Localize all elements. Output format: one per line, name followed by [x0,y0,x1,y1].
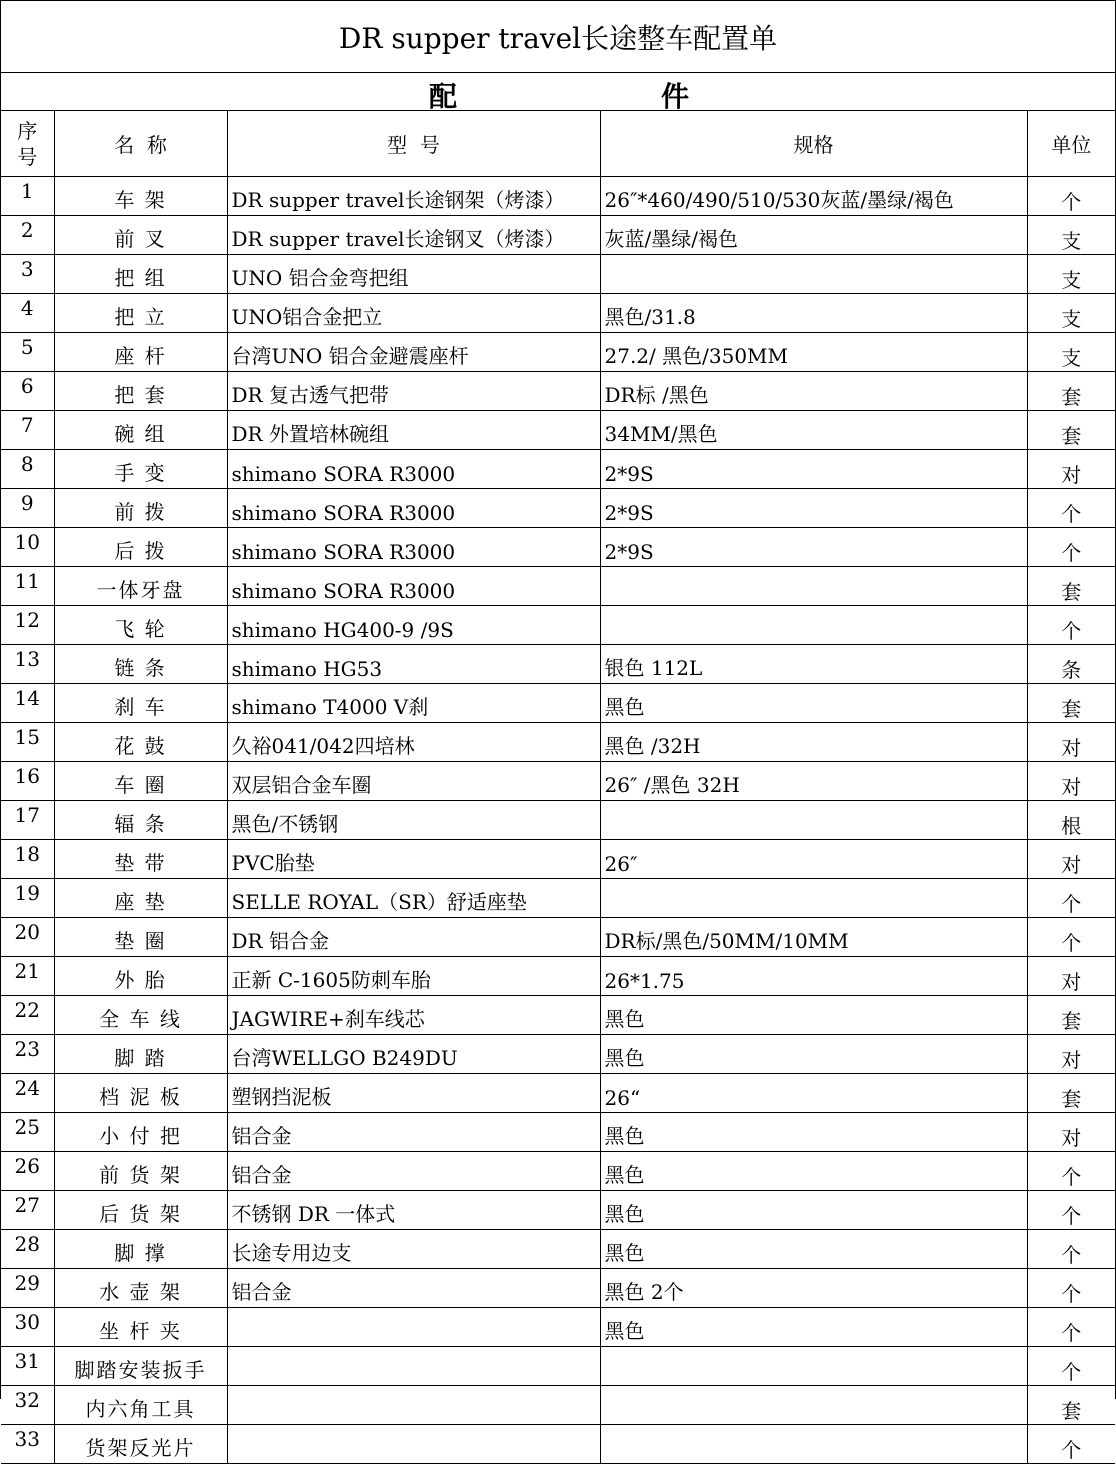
row-number: 19 [1,879,54,918]
part-unit: 套 [1027,1386,1115,1425]
part-unit: 个 [1027,1191,1115,1230]
part-unit: 对 [1027,723,1115,762]
part-unit: 个 [1027,528,1115,567]
part-name: 车 圈 [54,762,227,801]
part-spec: 灰蓝/墨绿/褐色 [600,216,1027,255]
part-model: shimano HG400-9 /9S [227,606,600,645]
section-header [1,73,1115,111]
part-spec [600,801,1027,840]
part-unit: 个 [1027,879,1115,918]
row-number: 22 [1,996,54,1035]
part-name: 全 车 线 [54,996,227,1035]
part-unit: 支 [1027,255,1115,294]
header-no-bottom: 号 [17,144,38,169]
table-row [1,489,1115,528]
part-spec: 2*9S [600,489,1027,528]
part-unit: 套 [1027,996,1115,1035]
part-unit: 套 [1027,372,1115,411]
part-spec: 26*1.75 [600,957,1027,996]
table-row [1,1074,1115,1113]
part-unit: 根 [1027,801,1115,840]
part-spec: 黑色 [600,1230,1027,1269]
header-name: 名 称 [54,111,227,177]
row-number: 25 [1,1113,54,1152]
part-spec: 34MM/黑色 [600,411,1027,450]
table-row [1,645,1115,684]
part-model [227,1386,600,1425]
table-row [1,294,1115,333]
part-model: DR 复古透气把带 [227,372,600,411]
part-unit: 个 [1027,1308,1115,1347]
part-name: 链 条 [54,645,227,684]
part-name: 脚 踏 [54,1035,227,1074]
part-spec: 黑色 [600,1152,1027,1191]
part-spec: 27.2/ 黑色/350MM [600,333,1027,372]
part-model: 不锈钢 DR 一体式 [227,1191,600,1230]
section-label-left: 配 [429,80,458,113]
table-row [1,879,1115,918]
table-row [1,762,1115,801]
part-unit: 套 [1027,567,1115,606]
part-model: shimano SORA R3000 [227,450,600,489]
table-row [1,1425,1115,1464]
part-spec: 黑色 /32H [600,723,1027,762]
part-model: 黑色/不锈钢 [227,801,600,840]
part-spec [600,879,1027,918]
part-model: shimano SORA R3000 [227,528,600,567]
table-row [1,216,1115,255]
sheet-title: DR supper travel长途整车配置单 [1,0,1115,73]
row-number: 14 [1,684,54,723]
header-row [1,111,1115,177]
part-spec: DR标/黑色/50MM/10MM [600,918,1027,957]
row-number: 20 [1,918,54,957]
row-number: 21 [1,957,54,996]
part-name: 座 垫 [54,879,227,918]
row-number: 2 [1,216,54,255]
row-number: 17 [1,801,54,840]
part-model [227,1308,600,1347]
table-row [1,333,1115,372]
row-number: 4 [1,294,54,333]
part-model: 正新 C-1605防刺车胎 [227,957,600,996]
part-model: DR 铝合金 [227,918,600,957]
part-spec: 黑色 [600,1113,1027,1152]
part-spec: 26“ [600,1074,1027,1113]
row-number: 24 [1,1074,54,1113]
part-name: 把 立 [54,294,227,333]
table-body [1,177,1115,1464]
part-unit: 对 [1027,1113,1115,1152]
row-number: 8 [1,450,54,489]
part-spec [600,255,1027,294]
part-unit: 个 [1027,606,1115,645]
row-number: 11 [1,567,54,606]
part-model: 塑钢挡泥板 [227,1074,600,1113]
row-number: 33 [1,1425,54,1464]
header-unit: 单位 [1027,111,1115,177]
part-unit: 对 [1027,450,1115,489]
part-unit: 个 [1027,1230,1115,1269]
part-name: 把 组 [54,255,227,294]
part-name: 内六角工具 [54,1386,227,1425]
part-model: DR supper travel长途钢架（烤漆） [227,177,600,216]
row-number: 26 [1,1152,54,1191]
table-row [1,1347,1115,1386]
table-row [1,255,1115,294]
row-number: 6 [1,372,54,411]
part-name: 坐 杆 夹 [54,1308,227,1347]
part-unit: 个 [1027,918,1115,957]
part-name: 刹 车 [54,684,227,723]
table-row [1,684,1115,723]
part-spec: 黑色/31.8 [600,294,1027,333]
part-model: 铝合金 [227,1269,600,1308]
row-number: 27 [1,1191,54,1230]
part-spec: 26″ [600,840,1027,879]
table-row [1,1113,1115,1152]
part-spec [600,567,1027,606]
table-row [1,177,1115,216]
part-name: 把 套 [54,372,227,411]
part-unit: 支 [1027,216,1115,255]
part-model: 长途专用边支 [227,1230,600,1269]
config-table [1,111,1115,1464]
part-name: 后 货 架 [54,1191,227,1230]
part-unit: 对 [1027,1035,1115,1074]
part-name: 小 付 把 [54,1113,227,1152]
part-name: 脚 撑 [54,1230,227,1269]
part-spec: 黑色 [600,1191,1027,1230]
table-row [1,411,1115,450]
part-model [227,1425,600,1464]
part-unit: 套 [1027,411,1115,450]
row-number: 10 [1,528,54,567]
part-name: 脚踏安装扳手 [54,1347,227,1386]
part-spec [600,1425,1027,1464]
part-unit: 个 [1027,177,1115,216]
part-spec: 黑色 [600,996,1027,1035]
row-number: 16 [1,762,54,801]
row-number: 32 [1,1386,54,1425]
row-number: 29 [1,1269,54,1308]
part-model: 铝合金 [227,1152,600,1191]
header-no-top: 序 [17,118,38,143]
part-name: 前 叉 [54,216,227,255]
part-model: shimano HG53 [227,645,600,684]
row-number: 13 [1,645,54,684]
part-model: PVC胎垫 [227,840,600,879]
table-row [1,996,1115,1035]
header-spec: 规格 [600,111,1027,177]
part-unit: 套 [1027,684,1115,723]
part-name: 车 架 [54,177,227,216]
part-model: 久裕041/042四培林 [227,723,600,762]
table-row [1,1191,1115,1230]
part-model: shimano T4000 V刹 [227,684,600,723]
part-name: 座 杆 [54,333,227,372]
part-name: 后 拨 [54,528,227,567]
header-no [1,111,54,177]
table-row [1,528,1115,567]
part-model: 双层铝合金车圈 [227,762,600,801]
table-row [1,1230,1115,1269]
table-row [1,1035,1115,1074]
part-name: 飞 轮 [54,606,227,645]
part-spec: 银色 112L [600,645,1027,684]
part-spec: 2*9S [600,528,1027,567]
part-name: 外 胎 [54,957,227,996]
table-row [1,1269,1115,1308]
part-unit: 对 [1027,840,1115,879]
row-number: 1 [1,177,54,216]
part-model: UNO 铝合金弯把组 [227,255,600,294]
part-unit: 支 [1027,294,1115,333]
row-number: 9 [1,489,54,528]
table-row [1,1386,1115,1425]
part-spec [600,1347,1027,1386]
part-name: 水 壶 架 [54,1269,227,1308]
part-spec: 黑色 2个 [600,1269,1027,1308]
part-model: shimano SORA R3000 [227,489,600,528]
part-name: 一体牙盘 [54,567,227,606]
part-unit: 个 [1027,1152,1115,1191]
row-number: 15 [1,723,54,762]
table-row [1,1308,1115,1347]
row-number: 12 [1,606,54,645]
table-row [1,606,1115,645]
part-unit: 个 [1027,1269,1115,1308]
part-name: 前 货 架 [54,1152,227,1191]
part-model: DR 外置培林碗组 [227,411,600,450]
part-spec [600,1386,1027,1425]
part-model: shimano SORA R3000 [227,567,600,606]
part-spec: 黑色 [600,1035,1027,1074]
table-row [1,723,1115,762]
part-spec [600,606,1027,645]
table-row [1,801,1115,840]
part-model: JAGWIRE+刹车线芯 [227,996,600,1035]
row-number: 18 [1,840,54,879]
row-number: 28 [1,1230,54,1269]
row-number: 7 [1,411,54,450]
part-unit: 对 [1027,957,1115,996]
row-number: 30 [1,1308,54,1347]
table-row [1,450,1115,489]
row-number: 31 [1,1347,54,1386]
part-model: UNO铝合金把立 [227,294,600,333]
part-spec: 26″ /黑色 32H [600,762,1027,801]
part-name: 辐 条 [54,801,227,840]
part-model: 台湾WELLGO B249DU [227,1035,600,1074]
part-unit: 套 [1027,1074,1115,1113]
part-unit: 个 [1027,1347,1115,1386]
part-unit: 支 [1027,333,1115,372]
part-name: 垫 带 [54,840,227,879]
part-spec: DR标 /黑色 [600,372,1027,411]
part-name: 垫 圈 [54,918,227,957]
part-unit: 个 [1027,489,1115,528]
part-spec: 2*9S [600,450,1027,489]
row-number: 3 [1,255,54,294]
part-model [227,1347,600,1386]
part-name: 花 鼓 [54,723,227,762]
part-name: 前 拨 [54,489,227,528]
part-spec: 黑色 [600,1308,1027,1347]
part-name: 档 泥 板 [54,1074,227,1113]
part-name: 货架反光片 [54,1425,227,1464]
row-number: 23 [1,1035,54,1074]
part-model: DR supper travel长途钢叉（烤漆） [227,216,600,255]
part-spec: 26″*460/490/510/530灰蓝/墨绿/褐色 [600,177,1027,216]
row-number: 5 [1,333,54,372]
table-row [1,1152,1115,1191]
part-unit: 对 [1027,762,1115,801]
table-row [1,918,1115,957]
part-name: 手 变 [54,450,227,489]
part-unit: 条 [1027,645,1115,684]
part-unit: 个 [1027,1425,1115,1464]
part-model: 台湾UNO 铝合金避震座杆 [227,333,600,372]
part-spec: 黑色 [600,684,1027,723]
table-row [1,957,1115,996]
part-model: SELLE ROYAL（SR）舒适座垫 [227,879,600,918]
part-model: 铝合金 [227,1113,600,1152]
part-name: 碗 组 [54,411,227,450]
header-model: 型 号 [227,111,600,177]
section-label-right: 件 [661,80,690,113]
table-row [1,840,1115,879]
table-row [1,372,1115,411]
table-row [1,567,1115,606]
